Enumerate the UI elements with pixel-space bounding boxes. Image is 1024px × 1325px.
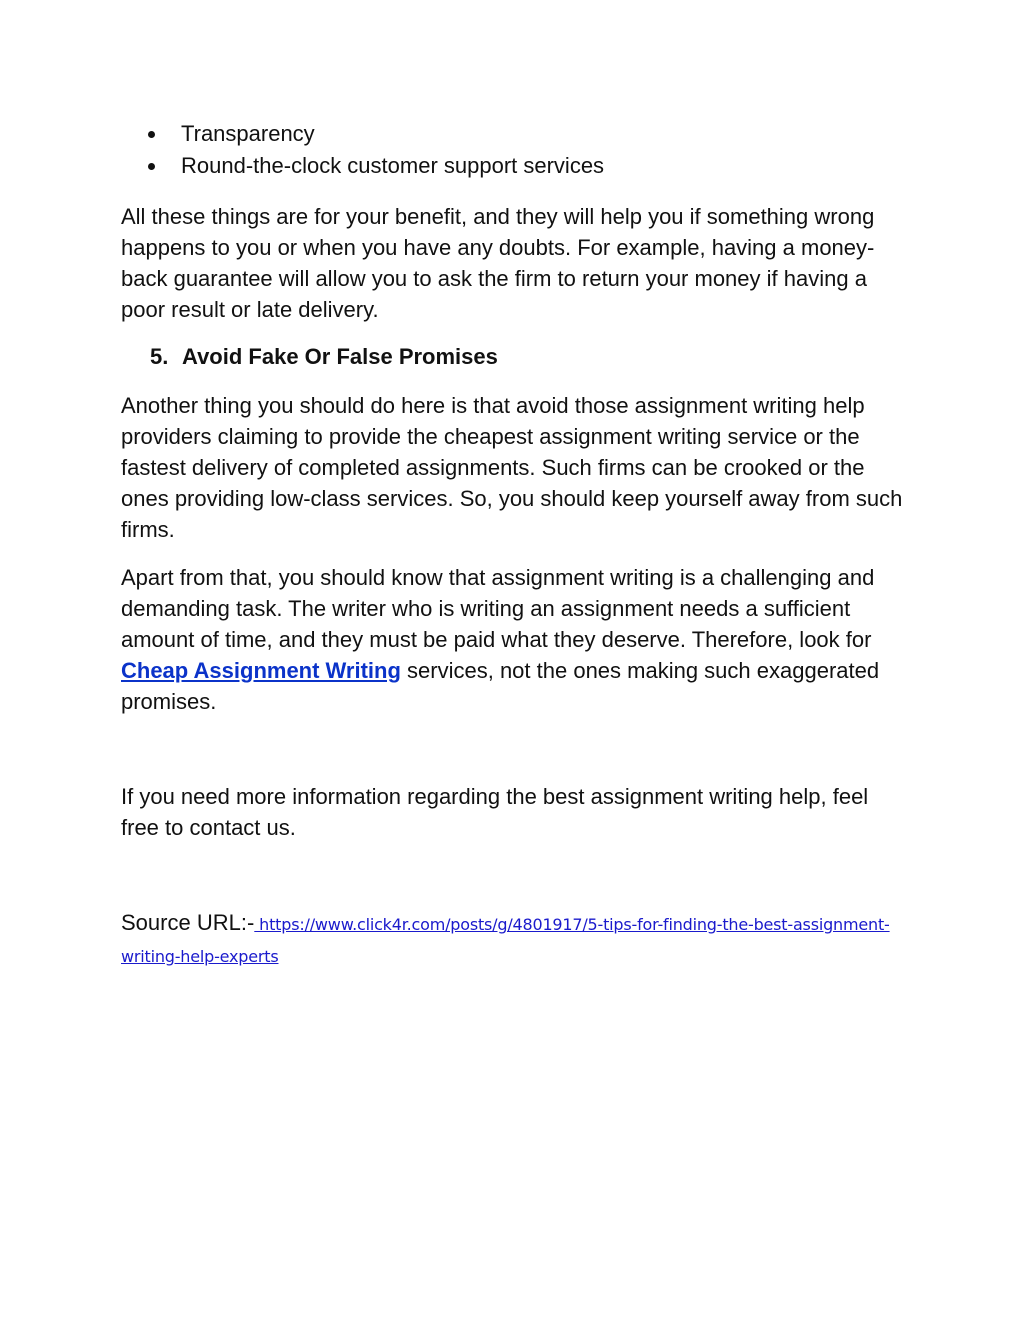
cheap-assignment-writing-link[interactable]: Cheap Assignment Writing bbox=[121, 658, 401, 683]
paragraph-benefits: All these things are for your benefit, and they will help you if something wrong happens to you or when you have any doubts. For example, having a money-back guarantee will allow you to ask the firm to return your money if having a poor result or late delivery. bbox=[121, 204, 875, 322]
source-line bbox=[121, 907, 911, 971]
paragraph-contact: If you need more information regarding the best assignment writing help, feel free to contact us. bbox=[121, 784, 869, 840]
source-label: Source URL:- bbox=[121, 910, 255, 935]
heading-text: Avoid Fake Or False Promises bbox=[182, 344, 498, 369]
list-item-text: Transparency bbox=[181, 121, 315, 146]
source-url-link[interactable]: https://www.click4r.com/posts/g/4801917/5-tips-for-finding-the-best-assignment-writing-help-experts bbox=[121, 915, 890, 966]
list-item bbox=[121, 118, 911, 150]
paragraph-apart-from-that bbox=[121, 562, 911, 717]
paragraph-avoid-fake: Another thing you should do here is that avoid those assignment writing help providers claiming to provide the cheapest assignment writing service or the fastest delivery of completed assignments. Such firms can be crooked or the ones providing low-class services. So, you should keep yourself away from such firms. bbox=[121, 393, 903, 542]
section-heading bbox=[121, 341, 911, 372]
list-item-text: Round-the-clock customer support services bbox=[181, 153, 605, 178]
list-item bbox=[121, 150, 911, 182]
bullet-icon bbox=[148, 163, 155, 170]
paragraph-text: Apart from that, you should know that assignment writing is a challenging and demanding task. The writer who is writing an assignment needs a sufficient amount of time, and they must be paid what they deserve. Therefore, look for bbox=[121, 565, 875, 652]
heading-number: 5. bbox=[150, 344, 169, 369]
feature-list bbox=[121, 118, 911, 182]
document-page bbox=[121, 118, 911, 971]
bullet-icon bbox=[148, 131, 155, 138]
paragraph-text: services, not the ones making such exaggerated promises. bbox=[121, 658, 880, 714]
